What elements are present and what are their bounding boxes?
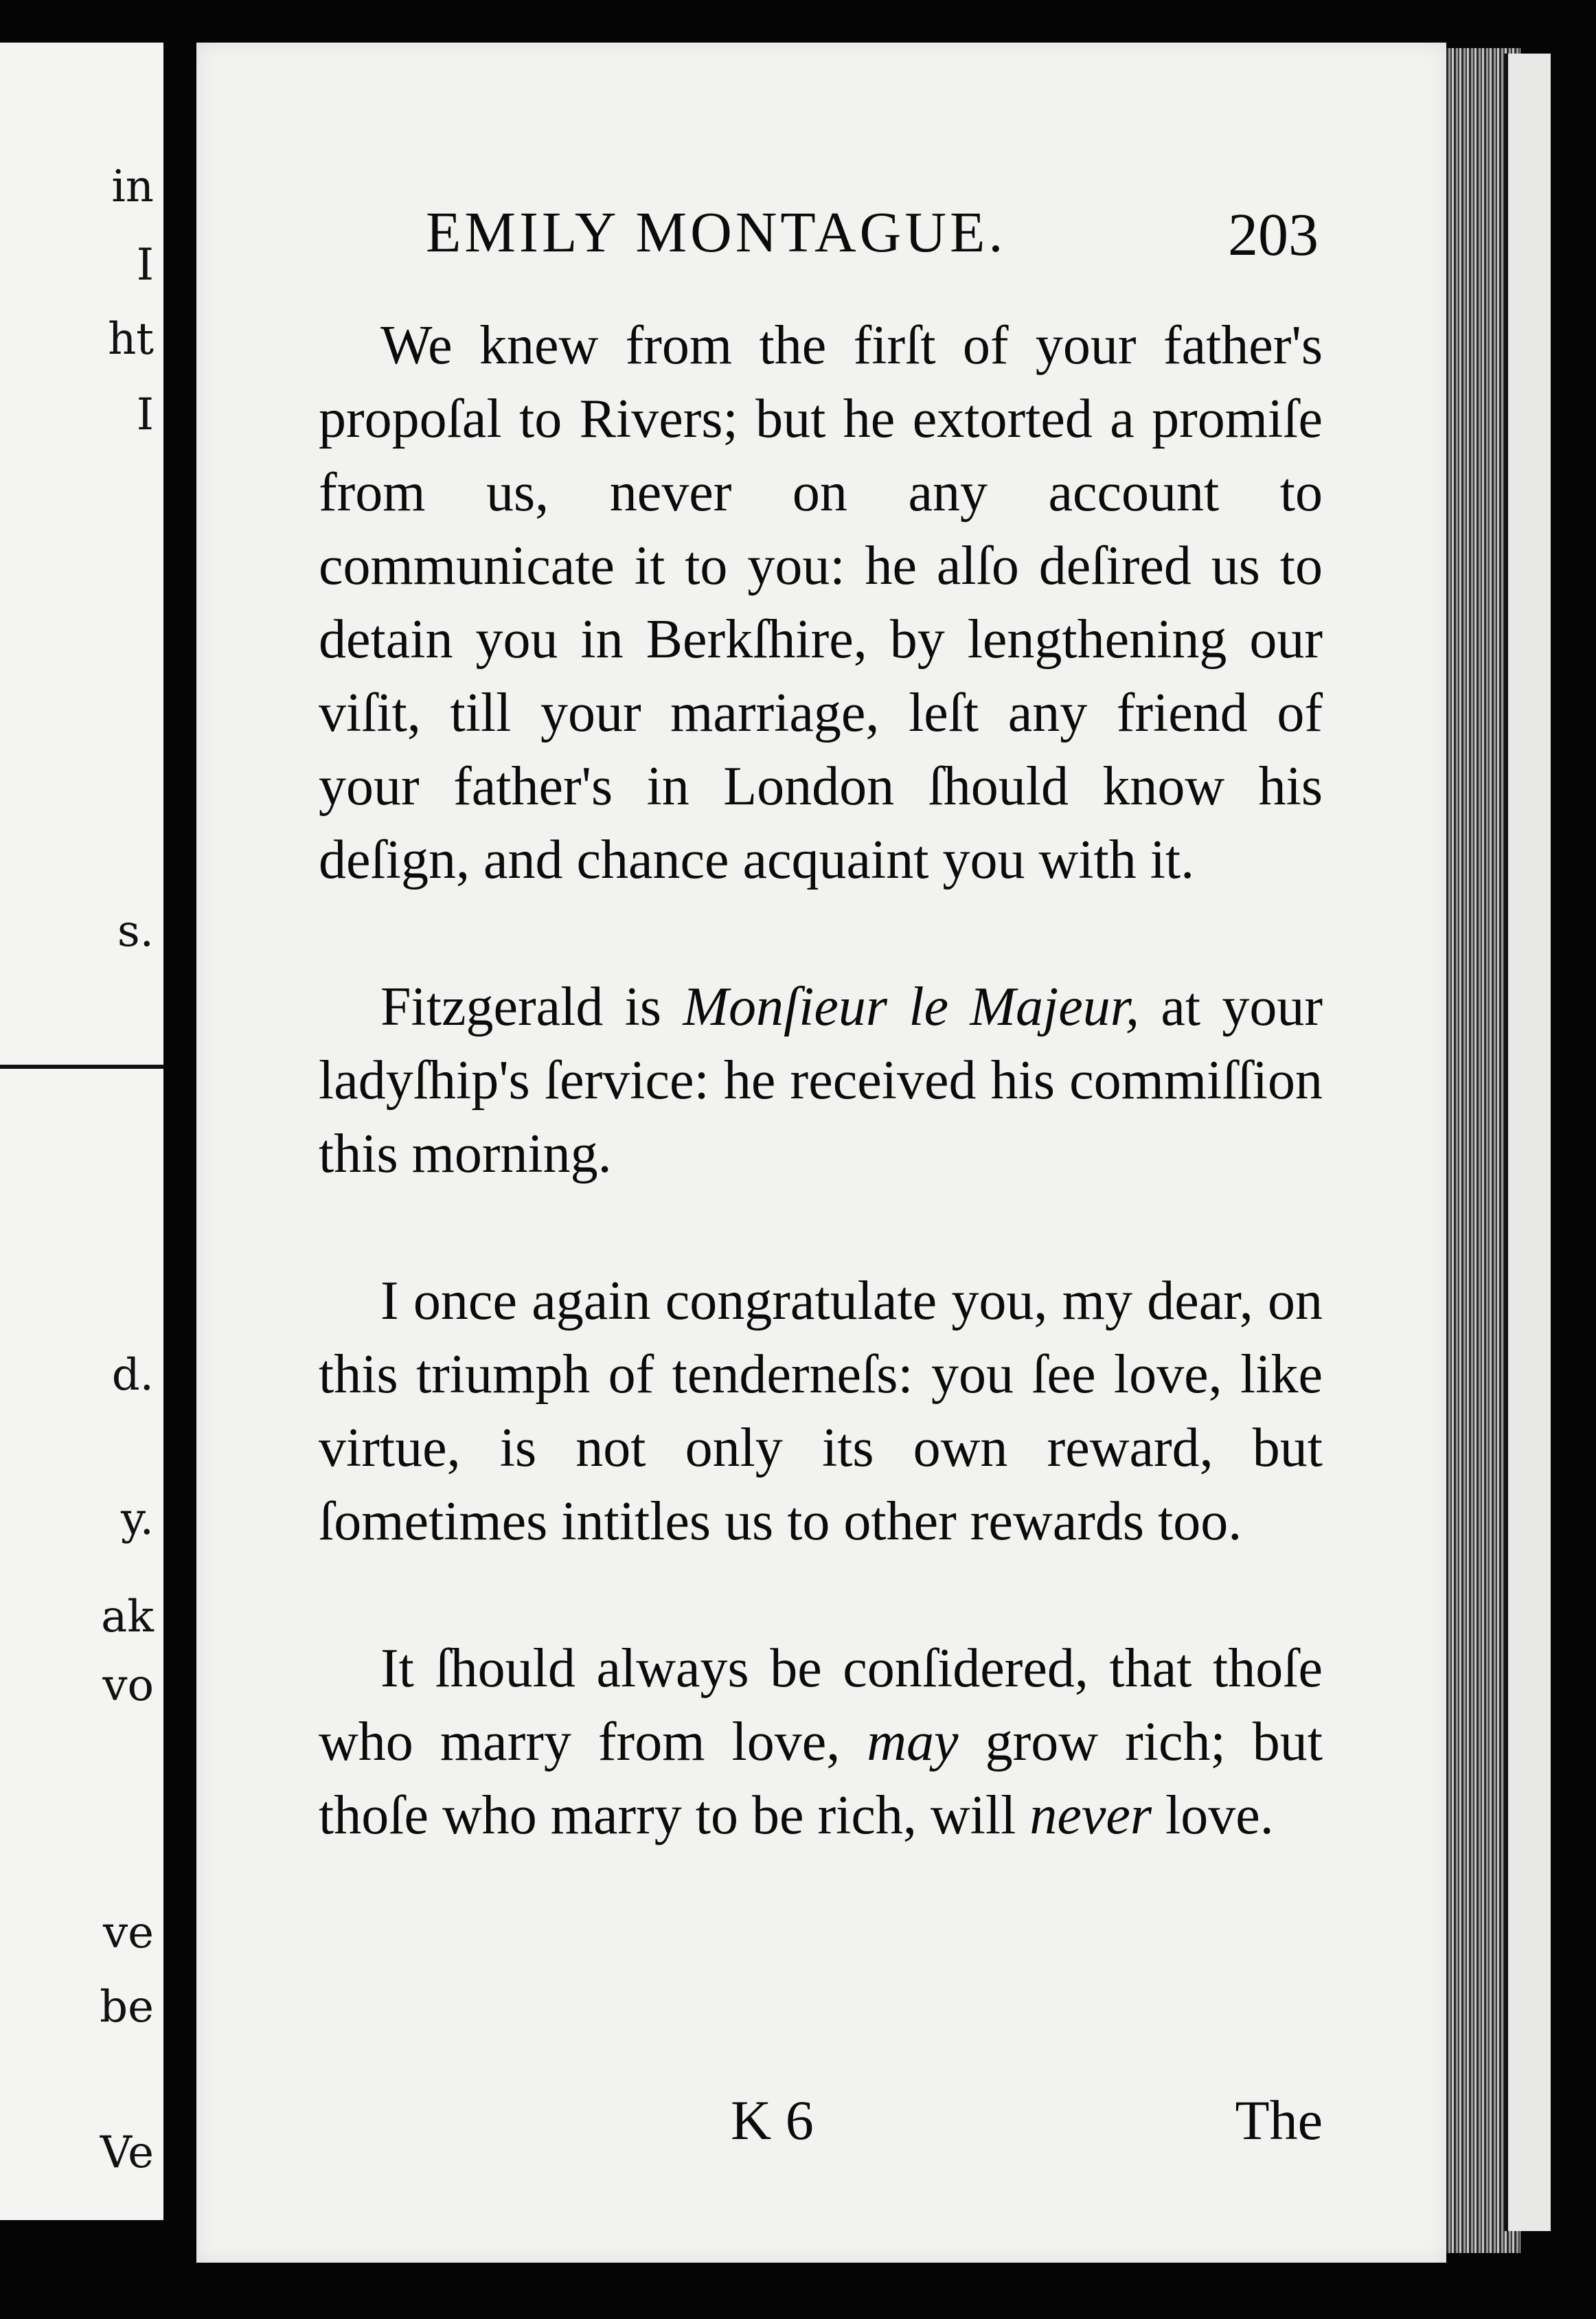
facing-page-fragment: ve — [102, 1908, 154, 1958]
facing-page-fragment: ak — [101, 1592, 154, 1642]
facing-page-fragment: I — [136, 389, 154, 440]
paragraph-text: love. — [1151, 1785, 1274, 1846]
facing-page-fragment: ht — [108, 314, 154, 365]
facing-page-left — [0, 43, 163, 2220]
catchword: The — [1235, 2089, 1323, 2151]
paragraph-text: at your ladyſhip's ſervice: he received his commiſſion this morning. — [319, 977, 1323, 1184]
facing-page-fragment: vo — [102, 1660, 154, 1711]
signature-mark: K 6 — [731, 2089, 814, 2151]
facing-page-fragment: I — [136, 240, 154, 291]
paragraph — [319, 971, 1323, 1191]
page-number: 203 — [1228, 202, 1319, 269]
paragraph — [319, 1632, 1323, 1853]
facing-page-fragment: be — [100, 1982, 154, 2033]
paragraph-text: It ſhould always be conſidered, that thoſe who marry from love, — [319, 1638, 1323, 1772]
paragraph-text: I once again congratulate you, my dear, on this triumph of tenderneſs: you ſee love, like virtue, is not only its own reward, but ſometimes intitles us to other rewards too. — [319, 1271, 1323, 1552]
paragraph-text: grow rich; but thoſe who marry to be rich, will — [319, 1712, 1323, 1846]
facing-page-rule — [0, 1065, 163, 1069]
running-title: EMILY MONTAGUE. — [426, 201, 1007, 264]
body-text — [319, 309, 1323, 1853]
paragraph-text: Fitzgerald is — [380, 977, 683, 1037]
paragraph-italic-text: Monſieur le Majeur, — [683, 977, 1140, 1037]
facing-page-fragment: Ve — [100, 2127, 154, 2178]
paragraph — [319, 309, 1323, 897]
facing-page-fragment: y. — [121, 1494, 154, 1545]
facing-page-fragment: s. — [117, 906, 154, 957]
page-edge-white — [1504, 54, 1551, 2231]
page-footer — [319, 2088, 1323, 2164]
paragraph — [319, 1265, 1323, 1559]
paragraph-italic-text: never — [1029, 1785, 1152, 1846]
paragraph-text: We knew from the firſt of your father's propoſal to Rivers; but he extorted a promiſe from us, never on any account to communicate it to you: he alſo deſired us to detain you in Berkſhire, by lengthening our viſit, till your marriage, leſt any friend of your father's in London ſhould know his deſign, and chance acquaint you with it. — [319, 315, 1323, 890]
facing-page-fragment: d. — [111, 1350, 154, 1401]
facing-page-fragment: in — [111, 161, 154, 212]
paragraph-italic-text: may — [867, 1712, 959, 1772]
